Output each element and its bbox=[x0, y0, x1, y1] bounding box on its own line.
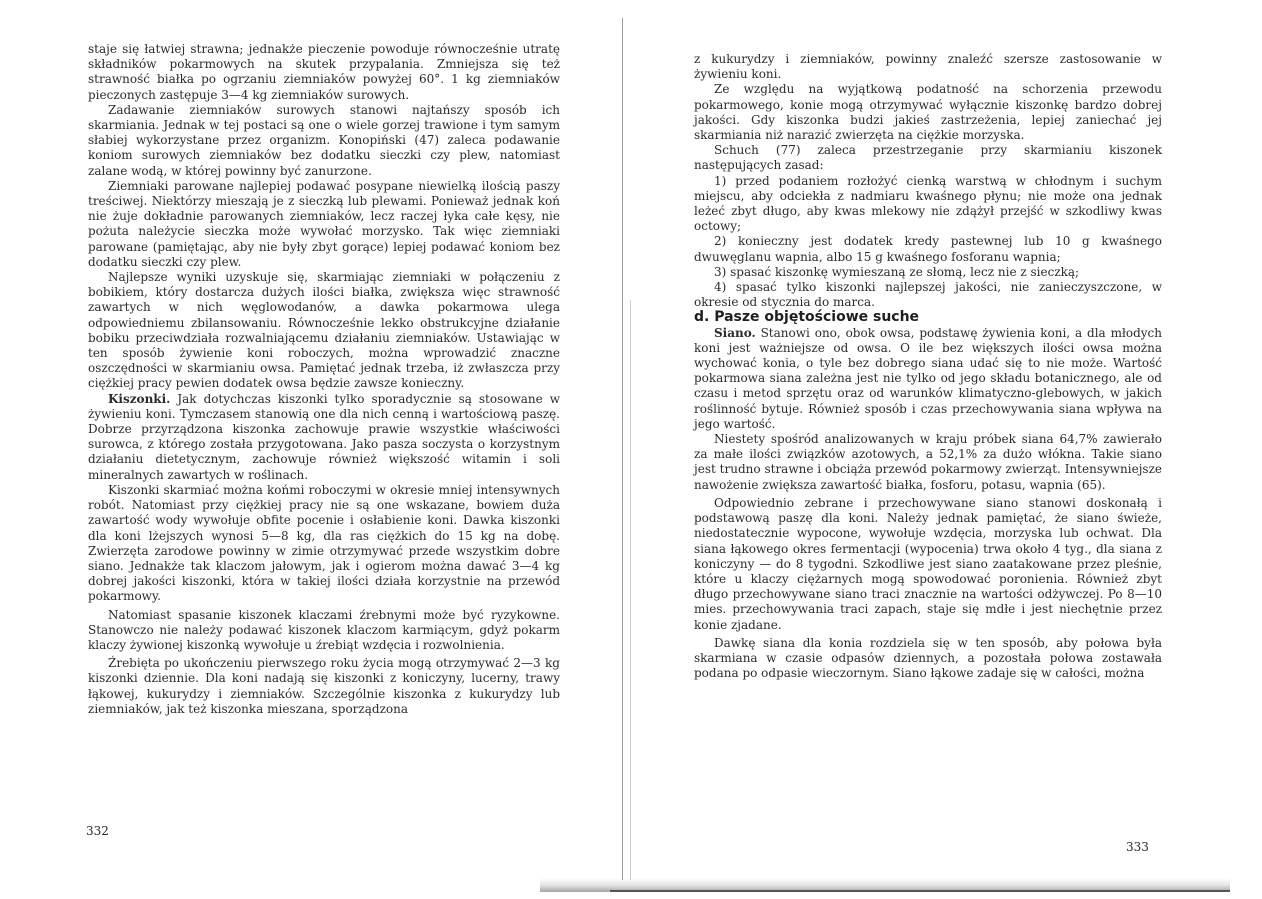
book-gutter-shadow bbox=[630, 300, 631, 880]
paragraph: Schuch (77) zaleca przestrzeganie przy skarmianiu kiszonek następujących zasad: bbox=[694, 143, 1162, 173]
paragraph: Kiszonki skarmiać można końmi roboczymi w okresie mniej intensywnych robót. Natomiast przy ciężkiej pracy nie są one wskazane, bowiem duża zawartość wody wywołuje obfite pocenie i osłabienie koni. Dawka kiszonki dla koni lżejszych wynosi 5—8 kg, dla ras ciężkich do 15 kg na dobę. Zwierzęta zarodowe powinny w zimie otrzymywać przede wszystkim dobre siano. Jednakże tak klaczom jałowym, jak i ogierom można dawać 3—4 kg dobrej jakości kiszonki, która w takiej ilości działa korzystnie na przewód pokarmowy. bbox=[88, 482, 560, 604]
paragraph: Dawkę siana dla konia rozdziela się w ten sposób, aby połowa była skarmiana w czasie odpasów dziennych, a pozostała połowa zostawała podana po odpasie wieczornym. Siano łąkowe zadaje się w całości, można bbox=[694, 635, 1162, 681]
page-number-right: 333 bbox=[1126, 840, 1149, 854]
term-kiszonki: Kiszonki. bbox=[108, 391, 171, 406]
paragraph: Ze względu na wyjątkową podatność na schorzenia przewodu pokarmowego, konie mogą otrzymywać wyłącznie kiszonkę bardzo dobrej jakości. Gdy kiszonka budzi jakieś zastrzeżenia, lepiej zaniechać jej skarmiania niż narazić zwierzęta na ciężkie morzyska. bbox=[694, 82, 1162, 143]
paragraph: Najlepsze wyniki uzyskuje się, skarmiając ziemniaki w połączeniu z bobikiem, który dostarcza dużych ilości białka, zwiększa więc strawność zawartych w nich węglowodanów, a dawka pokarmowa ulega odpowiedniemu zbilansowaniu. Równocześnie lekko obstrukcyjne działanie bobiku przeciwdziała rozwalniającemu działaniu ziemniaków. Ustawiając w ten sposób żywienie koni roboczych, można wprowadzić znaczne oszczędności w skarmianiu owsa. Pamiętać jednak trzeba, iż zwłaszcza przy ciężkiej pracy pewien dodatek owsa będzie zawsze konieczny. bbox=[88, 270, 560, 391]
paragraph: Źrebięta po ukończeniu pierwszego roku życia mogą otrzymywać 2—3 kg kiszonki dziennie. Dla koni nadają się kiszonki z koniczyny, lucerny, trawy łąkowej, kukurydzy i ziemniaków. Szczególnie kiszonka z kukurydzy lub ziemniaków, jak też kiszonka mieszana, sporządzona bbox=[88, 656, 560, 716]
list-item: 3) spasać kiszonkę wymieszaną ze słomą, lecz nie z sieczką; bbox=[714, 264, 1080, 279]
left-page bbox=[88, 42, 560, 717]
paragraph-text: Jak dotychczas kiszonki tylko sporadycznie są stosowane w żywieniu koni. Tymczasem stanowią one dla nich cenną i wartościową paszę. Dobrze przyrządzona kiszonka zachowuje prawie wszystkie właściwości surowca, z którego została przygotowana. Jako pasza soczysta o korzystnym działaniu dietetycznym, zachowuje również większość witamin i soli mineralnych zawartych w roślinach. bbox=[88, 391, 560, 482]
paragraph: Odpowiednio zebrane i przechowywane siano stanowi doskonałą i podstawową paszę dla koni. Należy jednak pamiętać, że siano świeże, niedostatecznie wypocone, wywołuje wzdęcia, morzyska lub ochwat. Dla siana łąkowego okres fermentacji (wypocenia) trwa około 4 tyg., dla siana z koniczyny — do 8 tygodni. Szkodliwe jest siano zaatakowane przez pleśnie, które u klaczy ciężarnych mogą spowodować poronienia. Również zbyt długo przechowywane siano traci znacznie na wartości odżywczej. Po 8—10 mies. przechowywania traci zapach, staje się mdłe i jest niechętnie przez konie zjadane. bbox=[694, 495, 1162, 632]
paragraph: Niestety spośród analizowanych w kraju próbek siana 64,7% zawierało za małe ilości związków azotowych, a 52,1% za dużo włókna. Takie siano jest trudno strawne i obciąża przewód pokarmowy zwierząt. Intensywniejsze nawożenie zwiększa zawartość białka, fosforu, potasu, wapnia (65). bbox=[694, 432, 1162, 492]
paragraph-kiszonki bbox=[88, 392, 560, 483]
list-item: 1) przed podaniem rozłożyć cienką warstwą w chłodnym i suchym miejscu, aby odciekła z nadmiaru kwaśnego płynu; nie może ona jednak leżeć zbyt długo, aby kwas mlekowy nie zdążył przejść w szkodliwy kwas octowy; bbox=[694, 173, 1162, 234]
paragraph: z kukurydzy i ziemniaków, powinny znaleźć szersze zastosowanie w żywieniu koni. bbox=[694, 52, 1162, 82]
paragraph: Zadawanie ziemniaków surowych stanowi najtańszy sposób ich skarmiania. Jednak w tej postaci są one o wiele gorzej trawione i tym samym słabiej wykorzystane przez organizm. Konopiński (47) zaleca podawanie koniom surowych ziemniaków bez dodatku sieczki czy plew, natomiast zalane wodą, w której powinny być zanurzone. bbox=[88, 102, 560, 178]
paragraph: Natomiast spasanie kiszonek klaczami źrebnymi może być ryzykowne. Stanowczo nie należy podawać kiszonek klaczom karmiącym, gdyż pokarm klaczy żywionej kiszonką wywołuje u źrebiąt wzdęcia i rozwolnienia. bbox=[88, 607, 560, 652]
paragraph: Ziemniaki parowane najlepiej podawać posypane niewielką ilością paszy treściwej. Niektórzy mieszają je z sieczką lub plewami. Ponieważ jednak koń nie żuje dokładnie parowanych ziemniaków, lecz raczej łyka całe kęsy, nie pożuta należycie sieczka może wywołać morzysko. Tak więc ziemniaki parowane (pamiętając, aby nie były zbyt gorące) lepiej podawać koniom bez dodatku sieczki czy plew. bbox=[88, 178, 560, 269]
rules-list bbox=[694, 174, 1162, 311]
list-item: 4) spasać tylko kiszonki najlepszej jakości, nie zanieczyszczone, w okresie od stycznia do marca. bbox=[694, 280, 1162, 310]
page-edge-line bbox=[610, 890, 1230, 892]
right-page bbox=[694, 52, 1162, 681]
term-siano: Siano. bbox=[714, 325, 756, 340]
list-item: 2) konieczny jest dodatek kredy pastewnej lub 10 g kwaśnego dwuwęglanu wapnia, albo 15 g kwaśnego fosforanu wapnia; bbox=[694, 234, 1162, 264]
book-gutter bbox=[622, 18, 623, 880]
paragraph: staje się łatwiej strawna; jednakże pieczenie powoduje równocześnie utratę składników pokarmowych na skutek przypalania. Zmniejsza się też strawność białka po ogrzaniu ziemniaków powyżej 60°. 1 kg ziemniaków pieczonych zastępuje 3—4 kg ziemniaków surowych. bbox=[88, 42, 560, 102]
section-heading: d. Pasze objętościowe suche bbox=[694, 309, 920, 326]
paragraph-siano bbox=[694, 326, 1162, 432]
page-number-left: 332 bbox=[86, 824, 109, 838]
paragraph-text: Stanowi ono, obok owsa, podstawę żywienia koni, a dla młodych koni jest ważniejsze od owsa. O ile bez większych ilości owsa można wychować konia, o tyle bez dobrego siana udać się to nie może. Wartość pokarmowa siana zależna jest nie tylko od jego składu botanicznego, ale od czasu i metod sprzętu oraz od warunków klimatyczno-glebowych, w jakich roślinność bytuje. Również sposób i czas przechowywania siana wpływa na jego wartość. bbox=[694, 325, 1162, 431]
